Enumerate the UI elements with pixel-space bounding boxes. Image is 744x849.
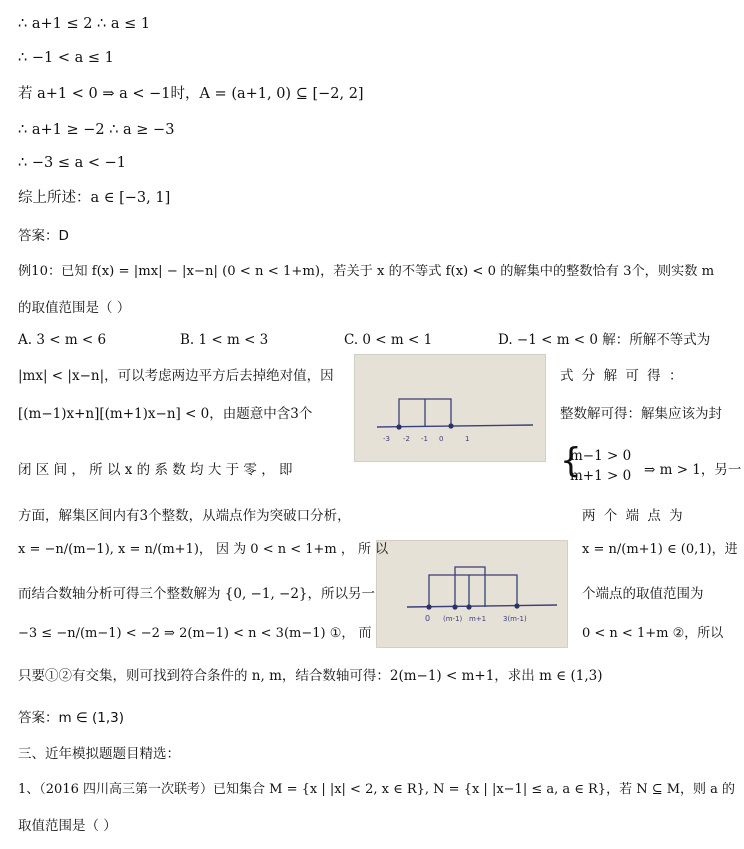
solution-p6-left: 而结合数轴分析可得三个整数解为 {0, −1, −2}，所以另一: [18, 586, 376, 602]
derivation-line-4: ∴ a+1 ≥ −2 ∴ a ≥ −3: [18, 122, 175, 138]
solution-p4-right: 两 个 端 点 为: [582, 508, 685, 524]
option-d: D. −1 < m < 0 解：所解不等式为: [498, 332, 711, 348]
sketch1-label-3: 0: [439, 435, 444, 443]
solution-p2-left: [(m−1)x+n][(m+1)x−n] < 0，由题意中含3个: [18, 406, 313, 422]
system-row-2: m+1 > 0: [570, 468, 632, 484]
number-line-sketch-2: [377, 541, 567, 647]
solution-p7-right: 0 < n < 1+m ②，所以: [582, 626, 724, 641]
solution-p4-left: 方面，解集区间内有3个整数，从端点作为突破口分析，: [18, 508, 351, 524]
example-10-statement: 例10：已知 f(x) = |mx| − |x−n| (0 < n < 1+m)，若关于 x 的不等式 f(x) < 0 的解集中的整数恰有 3个，则实数 m: [18, 264, 715, 279]
system-row-1: m−1 > 0: [570, 448, 632, 464]
solution-p1-right: 式 分 解 可 得 ：: [560, 368, 685, 384]
sketch2-label-2: m+1: [469, 615, 487, 623]
derivation-line-5: ∴ −3 ≤ a < −1: [18, 155, 126, 171]
question-1-statement-cont: 取值范围是（ ）: [18, 818, 117, 834]
system-conclusion: ⇒ m > 1，另一: [644, 462, 742, 478]
answer-d: 答案：D: [18, 228, 69, 244]
solution-p2-right: 整数解可得：解集应该为封: [560, 406, 722, 422]
sketch1-label-2: -1: [421, 435, 428, 443]
option-c: C. 0 < m < 1: [344, 332, 433, 348]
section-3-heading: 三、近年模拟题题目精选：: [18, 746, 180, 762]
option-a: A. 3 < m < 6: [18, 332, 107, 348]
solution-p5-left: x = −n/(m−1), x = n/(m+1)， 因 为 0 < n < 1+m ， 所 以: [18, 542, 389, 557]
answer-example-10: 答案：m ∈ (1,3): [18, 710, 124, 726]
conclusion-line: 综上所述：a ∈ [−3, 1]: [18, 190, 171, 206]
sketch1-label-0: -3: [383, 435, 390, 443]
solution-p3-left: 闭 区 间 ， 所 以 x 的 系 数 均 大 于 零 ， 即: [18, 462, 293, 478]
number-line-photo-1: [354, 354, 546, 462]
number-line-photo-2: [376, 540, 568, 648]
question-1-statement: 1、（2016 四川高三第一次联考）已知集合 M = {x | |x| < 2, x ∈ R}, N = {x | |x−1| ≤ a, a ∈ R}，若 N ⊆ M，则 a 的: [18, 782, 736, 797]
solution-p6-right: 个端点的取值范围为: [582, 586, 704, 602]
example-10-statement-cont: 的取值范围是（ ）: [18, 300, 131, 316]
sketch2-label-1: (m-1): [443, 615, 463, 623]
left-brace-icon: {: [560, 441, 582, 481]
derivation-line-3: 若 a+1 < 0 ⇒ a < −1时，A = (a+1, 0) ⊆ [−2, 2]: [18, 86, 364, 102]
sketch1-label-4: 1: [465, 435, 470, 443]
number-line-sketch-1: [355, 355, 545, 461]
derivation-line-2: ∴ −1 < a ≤ 1: [18, 50, 114, 66]
sketch2-label-0: 0: [425, 614, 431, 623]
inequality-system: [560, 441, 742, 490]
solution-p7-left: −3 ≤ −n/(m−1) < −2 ⇒ 2(m−1) < n < 3(m−1) ①， 而: [18, 626, 372, 641]
sketch2-label-3: 3(m-1): [503, 615, 527, 623]
derivation-line-1: ∴ a+1 ≤ 2 ∴ a ≤ 1: [18, 16, 151, 32]
option-b: B. 1 < m < 3: [180, 332, 269, 348]
solution-p5-right: x = n/(m+1) ∈ (0,1)，进: [582, 542, 738, 557]
solution-p8: 只要①②有交集，则可找到符合条件的 n, m，结合数轴可得：2(m−1) < m+1，求出 m ∈ (1,3): [18, 668, 603, 684]
solution-p1-left: |mx| < |x−n|，可以考虑两边平方后去掉绝对值，因: [18, 368, 334, 384]
sketch1-label-1: -2: [403, 435, 410, 443]
